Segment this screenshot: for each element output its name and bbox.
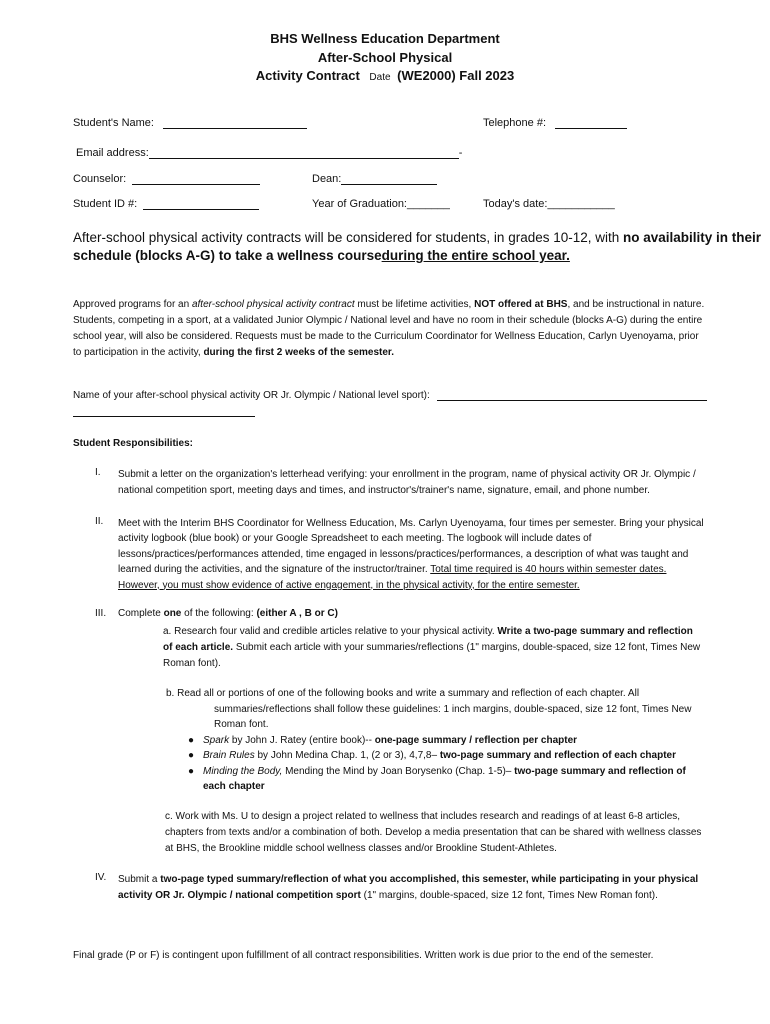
option-b-line-2: summaries/reflections shall follow these guidelines: 1 inch margins, double-spaced, size 12 font, Times New	[214, 703, 692, 715]
intro-text-d: during the entire school year.	[381, 248, 570, 263]
activity-name-field[interactable]	[73, 390, 707, 401]
activity-name-blank-2[interactable]	[73, 416, 255, 417]
intro-line-1	[73, 229, 761, 247]
header-line-1: BHS Wellness Education Department	[270, 31, 500, 46]
intro-text-b: no availability in their	[623, 230, 762, 245]
counselor-label: Counselor:	[73, 173, 127, 185]
option-b-line-3: Roman font.	[214, 719, 269, 730]
option-b-line-1: b. Read all or portions of one of the following books and write a summary and reflection of each chapter. All	[166, 688, 640, 699]
intro-text-c: schedule (blocks A-G) to take a wellness course	[73, 248, 382, 263]
resp-1-line-2: national competition sport, meeting days and times, and instructor's/trainer's name, signature, email, and phone number.	[118, 485, 650, 496]
resp-number-1: I.	[95, 467, 101, 478]
option-a-text-4: Submit each article with your summaries/reflections (1" margins, double-spaced, size 12 font, Times New	[235, 642, 701, 653]
header-date-label: Date	[369, 72, 391, 83]
today-date-label: Today's date:	[483, 198, 548, 210]
option-a	[163, 624, 700, 672]
student-id-blank[interactable]	[143, 198, 259, 210]
resp-item-3-intro	[118, 608, 338, 619]
today-date-blank[interactable]: ___________	[547, 198, 615, 210]
approved-text-2: after-school physical activity contract	[191, 299, 355, 310]
responsibilities-heading: Student Responsibilities:	[73, 438, 194, 449]
option-a-line-1	[163, 624, 700, 640]
book-list	[188, 733, 686, 795]
option-c-line-1: c. Work with Ms. U to design a project related to wellness that includes research and readings of at least 6-8 articles,	[165, 811, 681, 822]
intro-line-2	[73, 247, 570, 265]
student-name-blank[interactable]	[163, 117, 307, 129]
option-c-line-3: at BHS, the Brookline middle school wellness classes and/or Brookline Student-Athletes.	[165, 843, 557, 854]
counselor-blank[interactable]	[132, 173, 260, 185]
approved-text-3: must be lifetime activities,	[357, 299, 472, 310]
resp-4-text-4: (1" margins, double-spaced, size 12 font, Times New Roman font).	[363, 890, 658, 901]
resp-4-text-2: two-page typed summary/reflection of what you accomplished, this semester, while participating in your physical	[160, 874, 699, 885]
book-task-spark: one-page summary / reflection per chapter	[374, 735, 578, 746]
student-name-label: Student's Name:	[73, 117, 154, 129]
book-task-minding-the-body-cont: each chapter	[203, 781, 265, 793]
book-title-minding-the-body: Minding the Body,	[203, 765, 283, 777]
resp-3-text-1: Complete	[118, 608, 161, 619]
email-field[interactable]: Email address: -	[76, 147, 463, 159]
email-blank[interactable]	[149, 147, 459, 159]
book-item-minding-the-body	[188, 764, 686, 779]
header-activity-contract: Activity Contract	[255, 68, 360, 83]
option-a-text-2: Write a two-page summary and reflection	[497, 626, 693, 637]
option-b	[166, 686, 691, 733]
approved-programs-paragraph	[73, 297, 704, 361]
book-title-brain-rules: Brain Rules	[203, 750, 255, 762]
telephone-field[interactable]	[483, 117, 627, 129]
header-line-3	[0, 68, 770, 83]
resp-4-line-2	[118, 888, 698, 904]
resp-2-text-4a: learned during the activities, and the signature of the instructor/trainer.	[118, 564, 428, 576]
resp-4-line-1	[118, 872, 698, 888]
activity-name-blank-1[interactable]	[437, 390, 707, 401]
year-graduation-blank[interactable]: _______	[407, 198, 450, 210]
approved-text-5: , and be instructional in nature.	[567, 299, 705, 310]
resp-2-line-2: activity logbook (blue book) or your Google Spreadsheet to each meeting. The logbook will include dates of	[118, 533, 592, 545]
option-a-text-1: a. Research four valid and credible articles relative to your physical activity.	[163, 626, 495, 637]
approved-line-3: school year, will also be considered. Requests must be made to the Curriculum Coordinator for Wellness Education, Carlyn Uyenoyama, prior	[73, 331, 699, 342]
year-graduation-field[interactable]	[312, 198, 450, 210]
year-graduation-label: Year of Graduation:	[312, 198, 407, 210]
option-a-text-3: of each article.	[163, 642, 234, 653]
resp-item-1	[118, 467, 696, 499]
approved-text-1: Approved programs for an	[73, 299, 190, 310]
book-title-spark: Spark	[203, 735, 230, 746]
approved-line-4	[73, 345, 704, 361]
approved-text-l4a: to participation in the activity,	[73, 347, 201, 358]
resp-2-line-5: However, you must show evidence of active engagement, in the physical activity, for the entire semester.	[118, 579, 580, 591]
resp-2-line-3: lessons/practices/performances attended, time engaged in lessons/practices/performances, a description of what was taught and	[118, 548, 689, 560]
book-task-brain-rules: two-page summary and reflection of each chapter	[439, 750, 676, 762]
resp-3-text-2: one	[163, 608, 182, 619]
approved-text-l4b: during the first 2 weeks of the semester.	[203, 347, 395, 358]
dean-field[interactable]	[312, 173, 437, 185]
approved-line-1	[73, 297, 704, 313]
option-a-line-2	[163, 640, 700, 656]
resp-number-3: III.	[95, 608, 107, 619]
dean-label: Dean:	[312, 173, 342, 185]
resp-number-2: II.	[95, 516, 104, 527]
telephone-label: Telephone #:	[483, 117, 546, 129]
option-c-line-2: chapters from texts and/or a combination of both. Develop a media presentation that can be shared with wellness classes	[165, 827, 702, 838]
student-id-field[interactable]	[73, 198, 259, 210]
resp-2-line-1: Meet with the Interim BHS Coordinator for Wellness Education, Ms. Carlyn Uyenoyama, four times per semester. Bring your physical	[118, 518, 704, 529]
book-task-minding-the-body: two-page summary and reflection of	[514, 765, 686, 777]
option-a-line-3: Roman font).	[163, 658, 221, 669]
resp-4-text-3: activity OR Jr. Olympic / national competition sport	[118, 890, 361, 901]
resp-2-line-4	[118, 562, 704, 577]
bullet-icon: ●	[188, 735, 195, 746]
resp-item-4	[118, 872, 698, 904]
telephone-blank[interactable]	[555, 117, 627, 129]
resp-3-text-3: of the following:	[184, 608, 254, 619]
approved-text-4: NOT offered at BHS	[474, 299, 568, 310]
header-line-2: After-School Physical	[317, 50, 453, 65]
intro-text-a: After-school physical activity contracts will be considered for students, in grades 10-12, with	[73, 230, 620, 245]
email-label: Email address:	[76, 147, 149, 159]
final-grade-note: Final grade (P or F) is contingent upon fulfillment of all contract responsibilities. Written work is due prior to the end of the semester.	[73, 950, 654, 961]
bullet-icon: ●	[188, 765, 195, 777]
book-author-minding-the-body: Mending the Mind by Joan Borysenko (Chap. 1-5)–	[285, 765, 512, 777]
student-name-field[interactable]	[73, 117, 307, 129]
resp-1-line-1: Submit a letter on the organization's letterhead verifying: your enrollment in the program, name of physical activity OR Jr. Olympic /	[118, 469, 696, 480]
book-author-spark: by John J. Ratey (entire book)--	[231, 735, 372, 746]
today-date-field[interactable]	[483, 198, 615, 210]
counselor-field[interactable]	[73, 173, 260, 185]
option-c	[165, 809, 701, 857]
approved-line-2: Students, competing in a sport, at a validated Junior Olympic / National level and have no room in their schedule (blocks A-G) during the entire	[73, 315, 703, 326]
student-id-label: Student ID #:	[73, 198, 138, 210]
book-item-brain-rules	[188, 748, 686, 763]
resp-2-text-4b: Total time required is 40 hours within semester dates.	[430, 564, 667, 576]
resp-item-2	[118, 516, 704, 593]
book-item-spark	[188, 733, 686, 748]
header-course: (WE2000) Fall 2023	[397, 68, 515, 83]
resp-number-4: IV.	[95, 872, 107, 883]
bullet-icon: ●	[188, 750, 195, 762]
resp-4-text-1: Submit a	[118, 874, 158, 885]
activity-name-label: Name of your after-school physical activity OR Jr. Olympic / National level sport):	[73, 390, 430, 401]
resp-3-text-4: (either A , B or C)	[256, 608, 338, 619]
dean-blank[interactable]	[341, 173, 437, 185]
book-author-brain-rules: by John Medina Chap. 1, (2 or 3), 4,7,8–	[257, 750, 438, 762]
